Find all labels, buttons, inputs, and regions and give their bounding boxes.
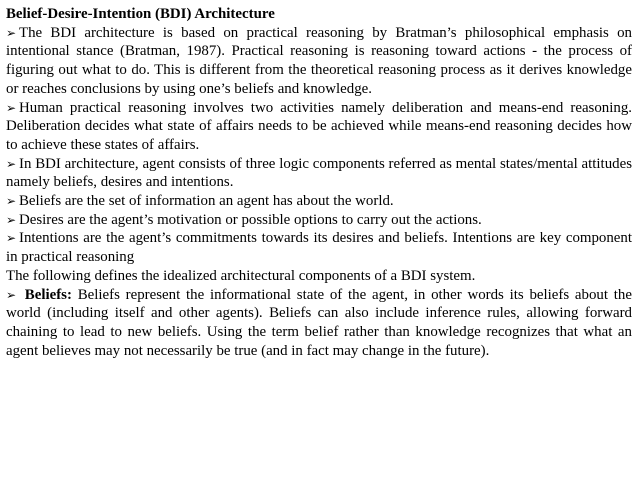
arrow-bullet-icon: ➢ <box>6 25 17 40</box>
paragraph-beliefs-definition <box>6 286 632 361</box>
paragraph-text: Beliefs represent the informational state of the agent, in other words its beliefs about the world (including itself and other agents). Beliefs can also include inference rules, allowing forward chaining to lead to new beliefs. Using the term belief rather than knowledge recognizes that what an agent believes may not necessarily be true (and in fact may change in the future). <box>6 286 632 359</box>
paragraph-text: Human practical reasoning involves two activities namely deliberation and means-end reasoning. Deliberation decides what state of affairs needs to be achieved while means-end reasoning decides how to achieve these states of affairs. <box>6 99 632 153</box>
arrow-bullet-icon: ➢ <box>6 287 17 302</box>
paragraph-text: Desires are the agent’s motivation or possible options to carry out the actions. <box>19 211 482 228</box>
paragraph-logic-components <box>6 155 632 192</box>
paragraph-text: In BDI architecture, agent consists of three logic components referred as mental states/mental attitudes namely beliefs, desires and intentions. <box>6 155 632 191</box>
slide-content <box>6 5 632 360</box>
paragraph-bdi-basis <box>6 24 632 99</box>
arrow-bullet-icon: ➢ <box>6 156 17 171</box>
arrow-bullet-icon: ➢ <box>6 100 17 115</box>
paragraph-beliefs-short <box>6 192 632 211</box>
arrow-bullet-icon: ➢ <box>6 231 17 246</box>
beliefs-lead-term: Beliefs: <box>24 286 72 303</box>
paragraph-text: Beliefs are the set of information an agent has about the world. <box>19 193 394 210</box>
paragraph-text: The BDI architecture is based on practical reasoning by Bratman’s philosophical emphasis on intentional stance (Bratman, 1987). Practical reasoning is reasoning toward actions - the process of figuring out what to do. This is different from the theoretical reasoning process as it derives knowledge or reaches conclusions by using one’s beliefs and knowledge. <box>6 24 632 97</box>
paragraph-components-intro <box>6 267 632 286</box>
paragraph-desires-short <box>6 211 632 230</box>
arrow-bullet-icon: ➢ <box>6 212 17 227</box>
paragraph-intentions-short <box>6 229 632 266</box>
slide-title: Belief-Desire-Intention (BDI) Architecture <box>6 6 275 22</box>
paragraph-text: The following defines the idealized architectural components of a BDI system. <box>6 267 476 284</box>
arrow-bullet-icon: ➢ <box>6 194 17 209</box>
paragraph-practical-reasoning <box>6 99 632 155</box>
paragraph-text: Intentions are the agent’s commitments towards its desires and beliefs. Intentions are key component in practical reasoning <box>6 230 632 266</box>
